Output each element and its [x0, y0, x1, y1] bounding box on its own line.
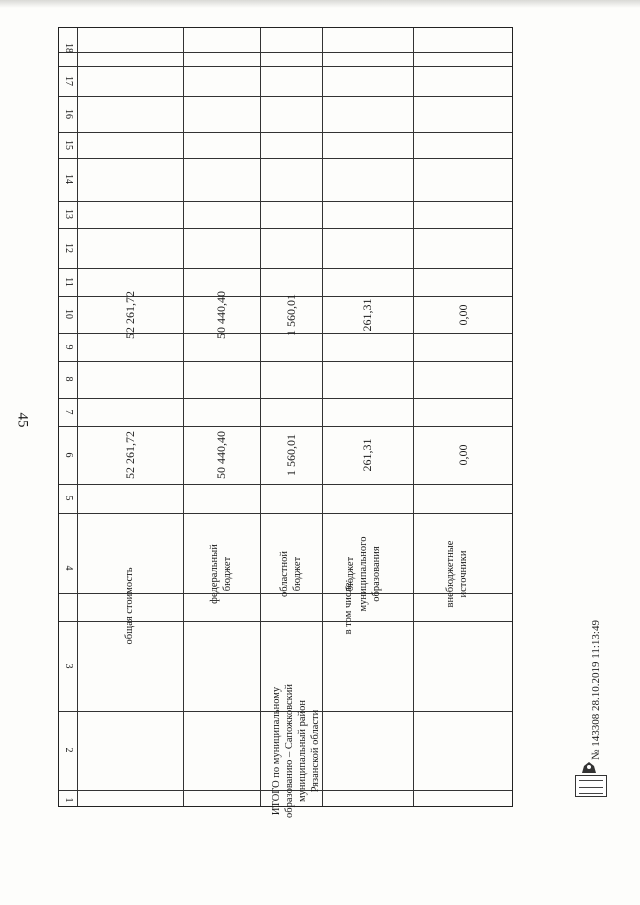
emblem-icon — [580, 760, 598, 774]
row-line — [77, 28, 78, 806]
label-municipal-budget: бюджет — [345, 556, 356, 592]
label-regional-budget: областной — [279, 551, 290, 597]
value-col10: 50 440,40 — [214, 291, 228, 339]
col-number-2: 2 — [63, 747, 74, 753]
value-col6: 0,00 — [456, 444, 470, 466]
row-heading-line: образованию – Сапожковский — [284, 683, 295, 819]
label-total-cost: общая стоимость — [124, 567, 135, 645]
label-federal-budget: бюджет — [222, 556, 233, 592]
col-number-17: 17 — [63, 76, 74, 86]
row-line — [183, 28, 184, 806]
row-heading-line: муниципальный район — [297, 699, 308, 803]
column-line — [59, 361, 512, 362]
column-line — [59, 268, 512, 269]
row-heading-line: ИТОГО по муниципальному — [271, 686, 282, 816]
label-extrabudgetary: источники — [458, 550, 469, 598]
column-line — [59, 484, 512, 485]
col-number-18: 18 — [63, 43, 74, 53]
col-number-7: 7 — [63, 409, 74, 415]
col-number-16: 16 — [63, 109, 74, 119]
registration-stamp: № 143308 28.10.2019 11:13:49 — [590, 620, 602, 760]
column-line — [59, 398, 512, 399]
value-col6: 52 261,72 — [123, 431, 137, 479]
value-col6: 50 440,40 — [214, 431, 228, 479]
label-municipal-budget: образования — [371, 546, 382, 602]
column-line — [59, 132, 512, 133]
value-col6: 1 560,01 — [284, 434, 298, 476]
column-line — [59, 513, 512, 514]
column-line — [59, 228, 512, 229]
row-line — [322, 28, 323, 806]
col-number-10: 10 — [63, 309, 74, 319]
scan-edge — [0, 0, 640, 8]
col-number-8: 8 — [63, 376, 74, 382]
col-number-3: 3 — [63, 663, 74, 669]
col-number-11: 11 — [63, 277, 74, 287]
column-line — [59, 426, 512, 427]
incl-divider — [183, 593, 184, 621]
col-number-4: 4 — [63, 565, 74, 571]
seal-icon — [575, 775, 607, 797]
col-number-9: 9 — [63, 344, 74, 350]
column-line — [59, 96, 512, 97]
label-extrabudgetary: внебюджетные — [445, 540, 456, 608]
row-line — [260, 28, 261, 806]
col-number-12: 12 — [63, 243, 74, 253]
value-col10: 52 261,72 — [123, 291, 137, 339]
column-line — [59, 158, 512, 159]
financing-table — [58, 27, 513, 819]
page-number: 45 — [14, 412, 31, 428]
incl-label: в том числе: — [343, 579, 354, 635]
column-number-divider — [59, 52, 512, 53]
col-number-1: 1 — [63, 797, 74, 803]
label-regional-budget: бюджет — [292, 556, 303, 592]
col-number-13: 13 — [63, 209, 74, 219]
col-number-6: 6 — [63, 452, 74, 458]
col-number-15: 15 — [63, 140, 74, 150]
row-heading-line: Рязанской области — [310, 709, 321, 793]
label-federal-budget: федеральный — [209, 544, 220, 604]
column-line — [59, 66, 512, 67]
value-col10: 1 560,01 — [284, 294, 298, 336]
col-number-14: 14 — [63, 174, 74, 184]
row-line — [413, 28, 414, 806]
value-col10: 0,00 — [456, 304, 470, 326]
value-col10: 261,31 — [360, 298, 374, 332]
col-number-5: 5 — [63, 495, 74, 501]
column-line — [59, 201, 512, 202]
label-municipal-budget: муниципального — [358, 536, 369, 612]
value-col6: 261,31 — [360, 438, 374, 472]
